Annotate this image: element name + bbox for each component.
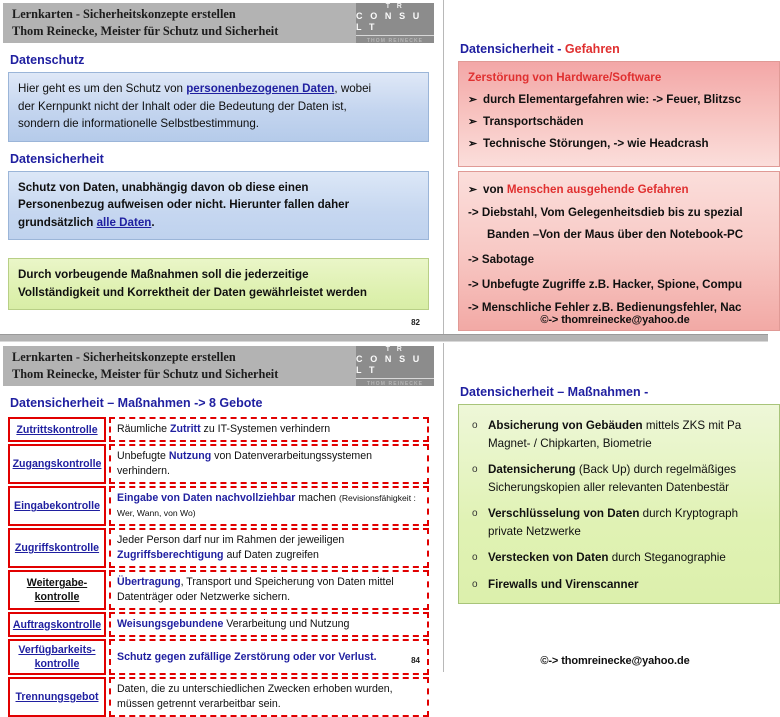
seg: von Datenverarbeitungssystemen verhindern. (117, 450, 372, 477)
seg: Jeder Person darf nur im Rahmen der jeweiligen (117, 534, 345, 546)
ds-text-a: Hier geht es um den Schutz von (18, 82, 187, 95)
logo-tr-text: T R (385, 345, 405, 353)
slide-panel-gefahren[interactable] (450, 0, 780, 334)
massnahme-0-cont: Magnet- / Chipkarten, Biometrie (488, 436, 652, 450)
table-row (8, 444, 429, 484)
gefahr-item-0: -> Diebstahl, Vom Gelegenheitsdieb bis zu spezial (468, 205, 743, 219)
slide-header-bar-2 (3, 346, 434, 386)
gefahren-title-accent: Gefahren (564, 42, 620, 56)
page-number-82: 82 (411, 318, 420, 327)
email-footer-top: ©-> thomreinecke@yahoo.de (540, 314, 690, 326)
seg: Eingabe von Daten nachvollziehbar (117, 492, 296, 504)
ds-text-b: , wobei (334, 82, 372, 95)
gebot-label-2[interactable]: Eingabekontrolle (8, 486, 106, 526)
massnahmen-list (468, 417, 770, 593)
arrow-bullet-icon: ➢ (468, 93, 478, 106)
zerstoerung-heading: Zerstörung von Hardware/Software (468, 71, 662, 84)
massnahmen-title: Datensicherheit – Maßnahmen - (460, 385, 649, 399)
massnahmen-box (458, 404, 780, 604)
massnahme-2-rest: durch Kryptograph (639, 507, 739, 520)
menschen-lead-plain: von (483, 182, 507, 196)
page-number-84: 84 (411, 656, 420, 665)
seg: Unbefugte (117, 450, 169, 462)
row-divider (0, 334, 768, 342)
ds-link-personenbezogene-daten[interactable]: personenbezogenen Daten (186, 82, 335, 95)
logo-consult-text: C O N S U L T (356, 354, 434, 379)
gebot-desc-4 (109, 570, 429, 610)
menschen-lead-accent: Menschen ausgehende Gefahren (506, 182, 689, 196)
table-row (8, 528, 429, 568)
dsi-text-l2: Personenbezug aufweisen oder nicht. Hierunter fallen daher (18, 198, 350, 211)
gefahr-item-3: -> Menschliche Fehler z.B. Bedienungsfehler, Nac (468, 300, 742, 314)
list-item (468, 417, 770, 452)
gebot-desc-1 (109, 444, 429, 484)
massnahme-4 (488, 576, 770, 594)
massnahme-3 (488, 549, 770, 567)
table-row (8, 639, 429, 675)
massnahme-2-cont: private Netzwerke (488, 524, 581, 538)
dsi-line-3 (18, 214, 419, 232)
logo-subtitle-text: THOM REINECKE (366, 380, 424, 387)
seg: auf Daten zugreifen (223, 549, 319, 561)
tr-consult-logo (356, 3, 434, 43)
gebot-label-0[interactable]: Zutrittskontrolle (8, 417, 106, 442)
gebot-desc-3 (109, 528, 429, 568)
seg: Nutzung (168, 450, 212, 462)
slide-panel-datenschutz[interactable] (0, 0, 437, 334)
arrow-bullet-icon: ➢ (468, 183, 478, 196)
seg: Daten, die zu unterschiedlichen Zwecken erhoben wurden, müssen getrennt verarbeitbar sein. (117, 683, 393, 710)
gebot-desc-2 (109, 486, 429, 526)
slide-header-text-2 (3, 349, 278, 383)
zerstoerung-item-2: Technische Störungen, -> wie Headcrash (483, 136, 709, 150)
email-footer-bottom: ©-> thomreinecke@yahoo.de (540, 655, 690, 667)
vm-text-l2: Vollständigkeit und Korrektheit der Daten gewährleistet werden (18, 285, 367, 299)
massnahme-1 (488, 461, 770, 496)
massnahme-3-rest: durch Steganographie (608, 551, 726, 564)
seg: Übertragung (117, 576, 181, 588)
massnahme-2 (488, 505, 770, 540)
circle-bullet-icon: o (472, 552, 478, 563)
logo-subtitle-text: THOM REINECKE (366, 37, 424, 44)
slide-header-bar (3, 3, 434, 43)
column-divider-bottom (443, 343, 444, 672)
table-row (8, 570, 429, 610)
circle-bullet-icon: o (472, 464, 478, 475)
vorbeugende-massnahmen-box (8, 258, 429, 310)
list-item (468, 136, 770, 152)
gebot-label-1[interactable]: Zugangskontrolle (8, 444, 106, 484)
dsi-text-b: . (151, 215, 155, 229)
menschen-lead-text (483, 182, 770, 198)
list-item (468, 114, 770, 130)
massnahme-1-cont: Sicherungskopien aller relevanten Datenbestär (488, 480, 730, 494)
tr-consult-logo (356, 346, 434, 386)
seg: Zugriffsberechtigung (117, 549, 224, 561)
circle-bullet-icon: o (472, 420, 478, 431)
logo-tr-text: T R (385, 2, 405, 10)
gebot-label-4[interactable]: Weitergabe-kontrolle (8, 570, 106, 610)
seg: machen (295, 492, 339, 504)
seg: Verarbeitung und Nutzung (223, 618, 350, 630)
gebot-label-7[interactable]: Trennungsgebot (8, 677, 106, 717)
massnahme-2-bold: Verschlüsselung von Daten (488, 507, 640, 520)
gefahren-title-main: Datensicherheit - (460, 42, 565, 56)
massnahme-0-bold: Absicherung von Gebäuden (488, 419, 643, 432)
table-row (8, 417, 429, 442)
gebot-desc-6 (109, 639, 429, 675)
massnahme-1-bold: Datensicherung (488, 463, 576, 476)
seg: Weisungsgebundene (117, 618, 224, 630)
ds-text-l2: der Kernpunkt nicht der Inhalt oder die Bedeutung der Daten ist, (18, 99, 347, 113)
datensicherheit-definition-box (8, 171, 429, 241)
menschliche-gefahren-box (458, 171, 780, 331)
datenschutz-definition-box (8, 72, 429, 142)
massnahme-3-bold: Verstecken von Daten (488, 551, 609, 564)
list-item (468, 576, 770, 594)
massnahme-0 (488, 417, 770, 452)
circle-bullet-icon: o (472, 578, 478, 590)
zerstoerung-hardware-box (458, 61, 780, 167)
vm-text-l1: Durch vorbeugende Maßnahmen soll die jederzeitige (18, 268, 309, 281)
seg: Schutz gegen zufällige Zerstörung oder vor Verlust. (117, 650, 377, 663)
arrow-bullet-icon: ➢ (468, 137, 478, 150)
arrow-bullet-icon: ➢ (468, 115, 478, 128)
header-line-2: Thom Reinecke, Meister für Schutz und Sicherheit (12, 24, 279, 38)
gefahr-item-2: -> Unbefugte Zugriffe z.B. Hacker, Spione, Compu (468, 277, 743, 291)
zerstoerung-item-0: durch Elementargefahren wie: -> Feuer, Blitzsc (483, 92, 742, 106)
zerstoerung-list (468, 92, 770, 152)
datenschutz-title: Datenschutz (10, 53, 85, 67)
seg: (Revisionsfähigkeit : Wer, Wann, von Wo) (117, 493, 416, 518)
seg: Räumliche (117, 423, 170, 435)
list-item (468, 92, 770, 108)
table-row (8, 677, 429, 717)
header-line-2: Thom Reinecke, Meister für Schutz und Sicherheit (12, 367, 279, 381)
table-row (8, 486, 429, 526)
list-item (468, 461, 770, 496)
massnahme-4-bold: Firewalls und Virenscanner (488, 577, 639, 591)
seg: , Transport und Speicherung von Daten mittel Datenträger oder Netzwerke sichern. (117, 576, 394, 603)
circle-bullet-icon: o (472, 508, 478, 519)
dsi-text-a: grundsätzlich (18, 215, 97, 229)
ds-text-l3: sondern die informationelle Selbstbestimmung. (18, 117, 260, 130)
slide-panel-massnahmen[interactable] (450, 343, 780, 672)
table-row (8, 612, 429, 637)
slide-header-text (3, 6, 278, 40)
gebot-desc-0 (109, 417, 429, 442)
gebote-title: Datensicherheit – Maßnahmen -> 8 Gebote (10, 396, 263, 410)
menschen-lead-line (468, 182, 770, 198)
logo-consult-text: C O N S U L T (356, 11, 434, 36)
seg: Zutritt (170, 423, 201, 435)
gefahr-item-0-cont: Banden –Von der Maus über den Notebook-PC (487, 227, 744, 241)
gebot-label-3[interactable]: Zugriffskontrolle (8, 528, 106, 568)
gefahren-title (460, 42, 780, 56)
column-divider-top (443, 0, 444, 334)
dsi-text-l1: Schutz von Daten, unabhängig davon ob diese einen (18, 180, 309, 194)
slide-panel-8-gebote[interactable] (0, 343, 437, 710)
datensicherheit-title: Datensicherheit (10, 151, 104, 166)
gefahr-item-1: -> Sabotage (468, 252, 535, 266)
gebote-table (8, 417, 429, 717)
massnahme-1-rest: (Back Up) durch regelmäßiges (575, 463, 737, 476)
zerstoerung-item-1: Transportschäden (483, 114, 584, 128)
list-item (468, 549, 770, 567)
seg: zu IT-Systemen verhindern (200, 423, 331, 435)
gebot-desc-7 (109, 677, 429, 717)
list-item (468, 505, 770, 540)
gebot-desc-5 (109, 612, 429, 637)
massnahme-0-rest: mittels ZKS mit Pa (642, 419, 742, 432)
gebot-label-5[interactable]: Auftragskontrolle (8, 612, 106, 637)
header-line-1: Lernkarten - Sicherheitskonzepte erstellen (12, 350, 236, 364)
gebot-label-6[interactable]: Verfügbarkeits-kontrolle (8, 639, 106, 675)
header-line-1: Lernkarten - Sicherheitskonzepte erstellen (12, 7, 236, 21)
dsi-link-alle-daten[interactable]: alle Daten (96, 215, 152, 229)
